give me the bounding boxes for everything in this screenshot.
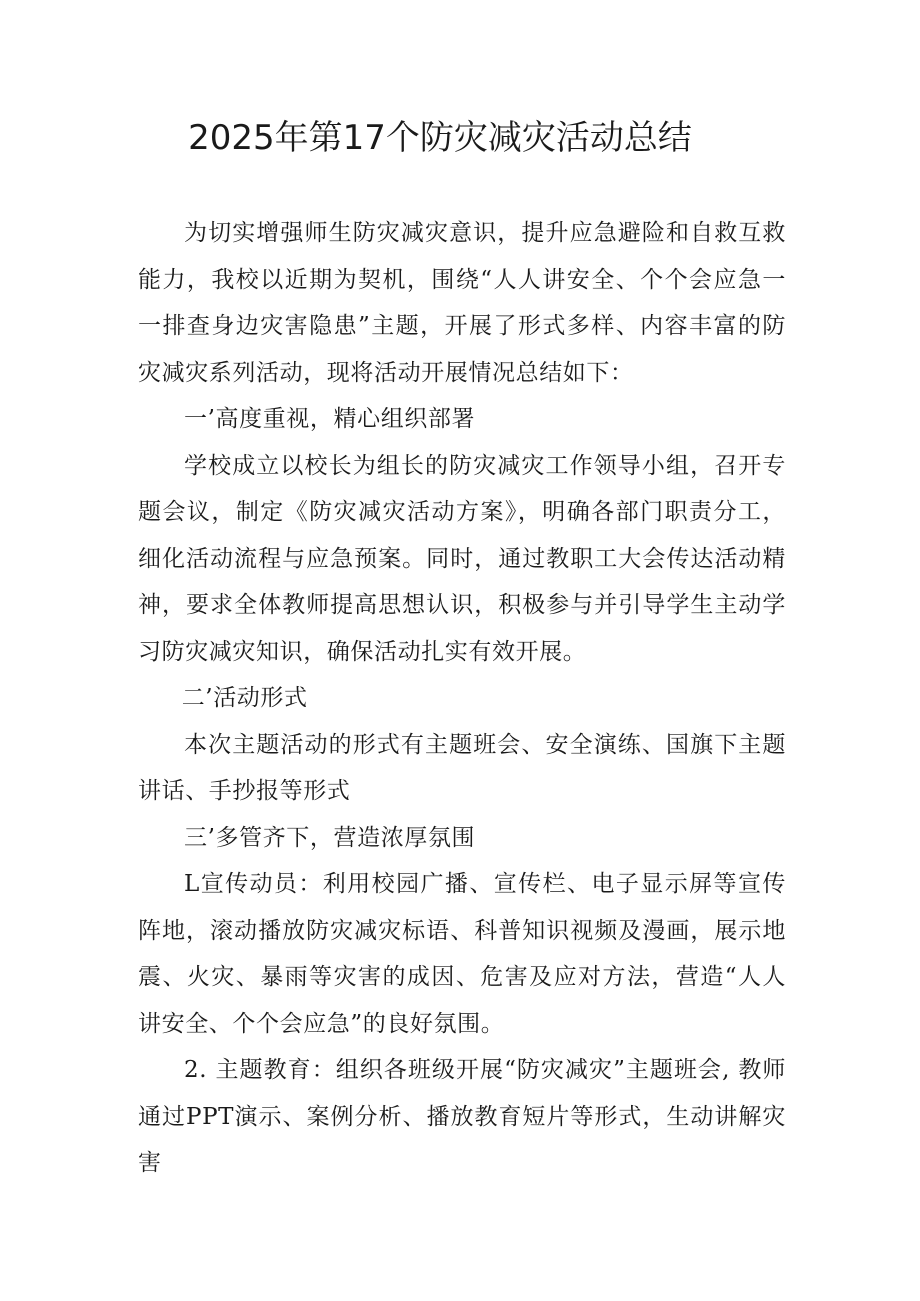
section-1-paragraph: 学校成立以校长为组长的防灾减灾工作领导小组，召开专题会议，制定《防灾减灾活动方案》，明确各部门职责分工，细化活动流程与应急预案。同时，通过教职工大会传达活动精神，要求全体教师提高思想认识，积极参与并引导学生主动学习防灾减灾知识，确保活动扎实有效开展。: [138, 452, 786, 665]
document-title: 2025年第17个防灾减灾活动总结: [188, 118, 692, 158]
list-item-2-paragraph: 2. 主题教育：组织各班级开展“防灾减灾”主题班会, 教师通过PPT演示、案例分析、播放教育短片等形式，生动讲解灾害: [138, 1057, 786, 1176]
list-item-1-paragraph: L宣传动员：利用校园广播、宣传栏、电子显示屏等宣传阵地，滚动播放防灾减灾标语、科普知识视频及漫画，展示地震、火灾、暴雨等灾害的成因、危害及应对方法，营造“人人讲安全、个个会应急”的良好氛围。: [138, 871, 786, 1037]
intro-paragraph: 为切实增强师生防灾减灾意识，提升应急避险和自救互救能力，我校以近期为契机，围绕“人人讲安全、个个会应急一一排查身边灾害隐患”主题，开展了形式多样、内容丰富的防灾减灾系列活动，现将活动开展情况总结如下：: [138, 220, 786, 386]
section-heading-2: 二’活动形式: [181, 685, 308, 711]
section-heading-3: 三’多管齐下，营造浓厚氛围: [184, 824, 476, 851]
section-heading-1: 一’高度重视，精心组织部署: [184, 406, 476, 432]
document-body: [138, 210, 786, 1187]
section-2-paragraph: 本次主题活动的形式有主题班会、安全演练、国旗下主题讲话、手抄报等形式: [138, 731, 786, 804]
